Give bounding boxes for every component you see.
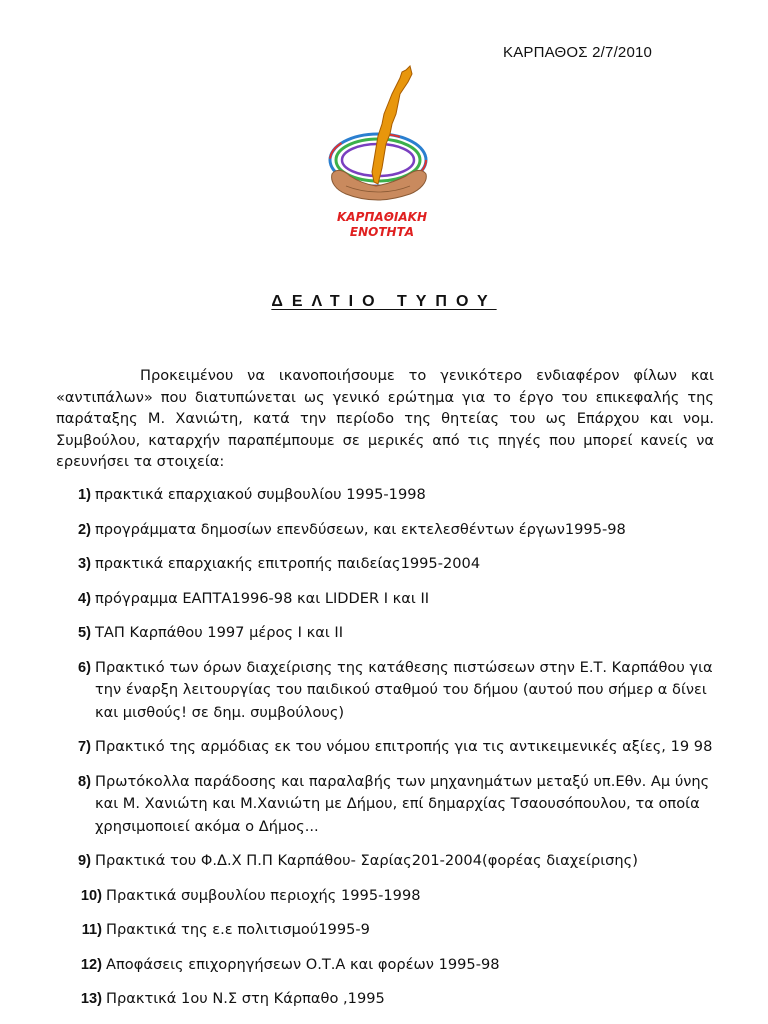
item-text: πρόγραμμα ΕΑΠΤΑ1996-98 και LIDDER I και II <box>95 589 430 607</box>
item-text: Αποφάσεις επιχορηγήσεων Ο.Τ.Α και φορέων 1995-98 <box>106 955 500 973</box>
item-number: 12) <box>80 956 102 973</box>
logo-text-line1: ΚΑΡΠΑΘΙΑΚΗ <box>336 210 428 224</box>
item-number: 4) <box>78 590 91 607</box>
list-item <box>56 484 716 507</box>
list-item <box>56 736 716 759</box>
item-number: 7) <box>78 739 91 755</box>
item-number: 2) <box>78 521 91 538</box>
item-text: Πρακτικό της αρμόδιας εκ του νόμου επιτροπής για τις αντικειμενικές αξίες, 19 98 <box>95 738 713 755</box>
document-title: ΔΕΛΤΙΟ ΤΥΠΟΥ <box>271 293 497 310</box>
item-text: Πρακτικά της ε.ε πολιτισμού1995-9 <box>106 921 370 938</box>
logo-text-line2: ΕΝΟΤΗΤΑ <box>349 225 415 239</box>
item-number: 10) <box>80 887 102 904</box>
item-number: 8) <box>78 773 91 790</box>
list-item <box>56 850 716 873</box>
list-item <box>56 657 716 725</box>
item-number: 13) <box>80 991 102 1007</box>
list-item <box>56 771 716 839</box>
item-number: 3) <box>78 556 91 572</box>
item-number: 1) <box>78 487 91 503</box>
dateline: ΚΑΡΠΑΘΟΣ 2/7/2010 <box>503 44 653 61</box>
list-item <box>56 622 716 645</box>
item-number: 9) <box>78 853 91 869</box>
item-number: 11) <box>81 922 102 938</box>
item-text: πρακτικά επαρχιακής επιτροπής παιδείας1995-2004 <box>95 555 481 572</box>
list-item <box>56 519 716 542</box>
list-item <box>56 988 716 1011</box>
intro-paragraph: Προκειμένου να ικανοποιήσουμε το γενικότερο ενδιαφέρον φίλων και «αντιπάλων» που διατυπώνεται ως γενικό ερώτημα για το έργο του επικεφαλής της παράταξης Μ. Χανιώτη, κατά την περίοδο της θητείας του ως Επάρχου και νομ. Συμβούλου, καταρχήν παραπέμπουμε σε μερικές από τις πηγές που μπορεί κανείς να ερευνήσει τα στοιχεία: <box>56 367 714 470</box>
island-shape <box>372 66 412 184</box>
item-text: πρακτικά επαρχιακού συμβουλίου 1995-1998 <box>95 486 426 503</box>
party-logo <box>326 64 438 244</box>
list-item <box>56 954 716 977</box>
item-text: προγράμματα δημοσίων επενδύσεων, και εκτελεσθέντων έργων1995-98 <box>95 520 626 538</box>
sources-list <box>56 484 716 1011</box>
list-item <box>56 919 716 942</box>
list-item <box>56 588 716 611</box>
item-text: Πρακτικά του Φ.Δ.Χ Π.Π Καρπάθου- Σαρίας201-2004(φορέας διαχείρισης) <box>95 852 638 869</box>
list-item <box>56 885 716 908</box>
item-text: ΤΑΠ Καρπάθου 1997 μέρος I και II <box>95 624 344 641</box>
item-text: Πρακτικά 1ου Ν.Σ στη Κάρπαθο ,1995 <box>106 990 385 1007</box>
item-text: Πρακτικό των όρων διαχείρισης της κατάθεσης πιστώσεων στην Ε.Τ. Καρπάθου για την έναρξη λειτουργίας του παιδικού σταθμού του δήμου (αυτού που σήμερ α δίνει και μισθούς! σε δημ. συμβούλους) <box>95 658 713 721</box>
item-text: Πρακτικά συμβουλίου περιοχής 1995-1998 <box>106 886 421 904</box>
item-number: 6) <box>78 659 91 676</box>
list-item <box>56 553 716 576</box>
item-text: Πρωτόκολλα παράδοσης και παραλαβής των μηχανημάτων μεταξύ υπ.Εθν. Αμ ύνης και Μ. Χανιώτη και Μ.Χανιώτη με Δήμου, επί δημαρχίας Τσαουσόπουλου, τα οποία χρησιμοποιεί ακόμα ο Δήμος... <box>95 772 710 835</box>
item-number: 5) <box>78 625 91 641</box>
